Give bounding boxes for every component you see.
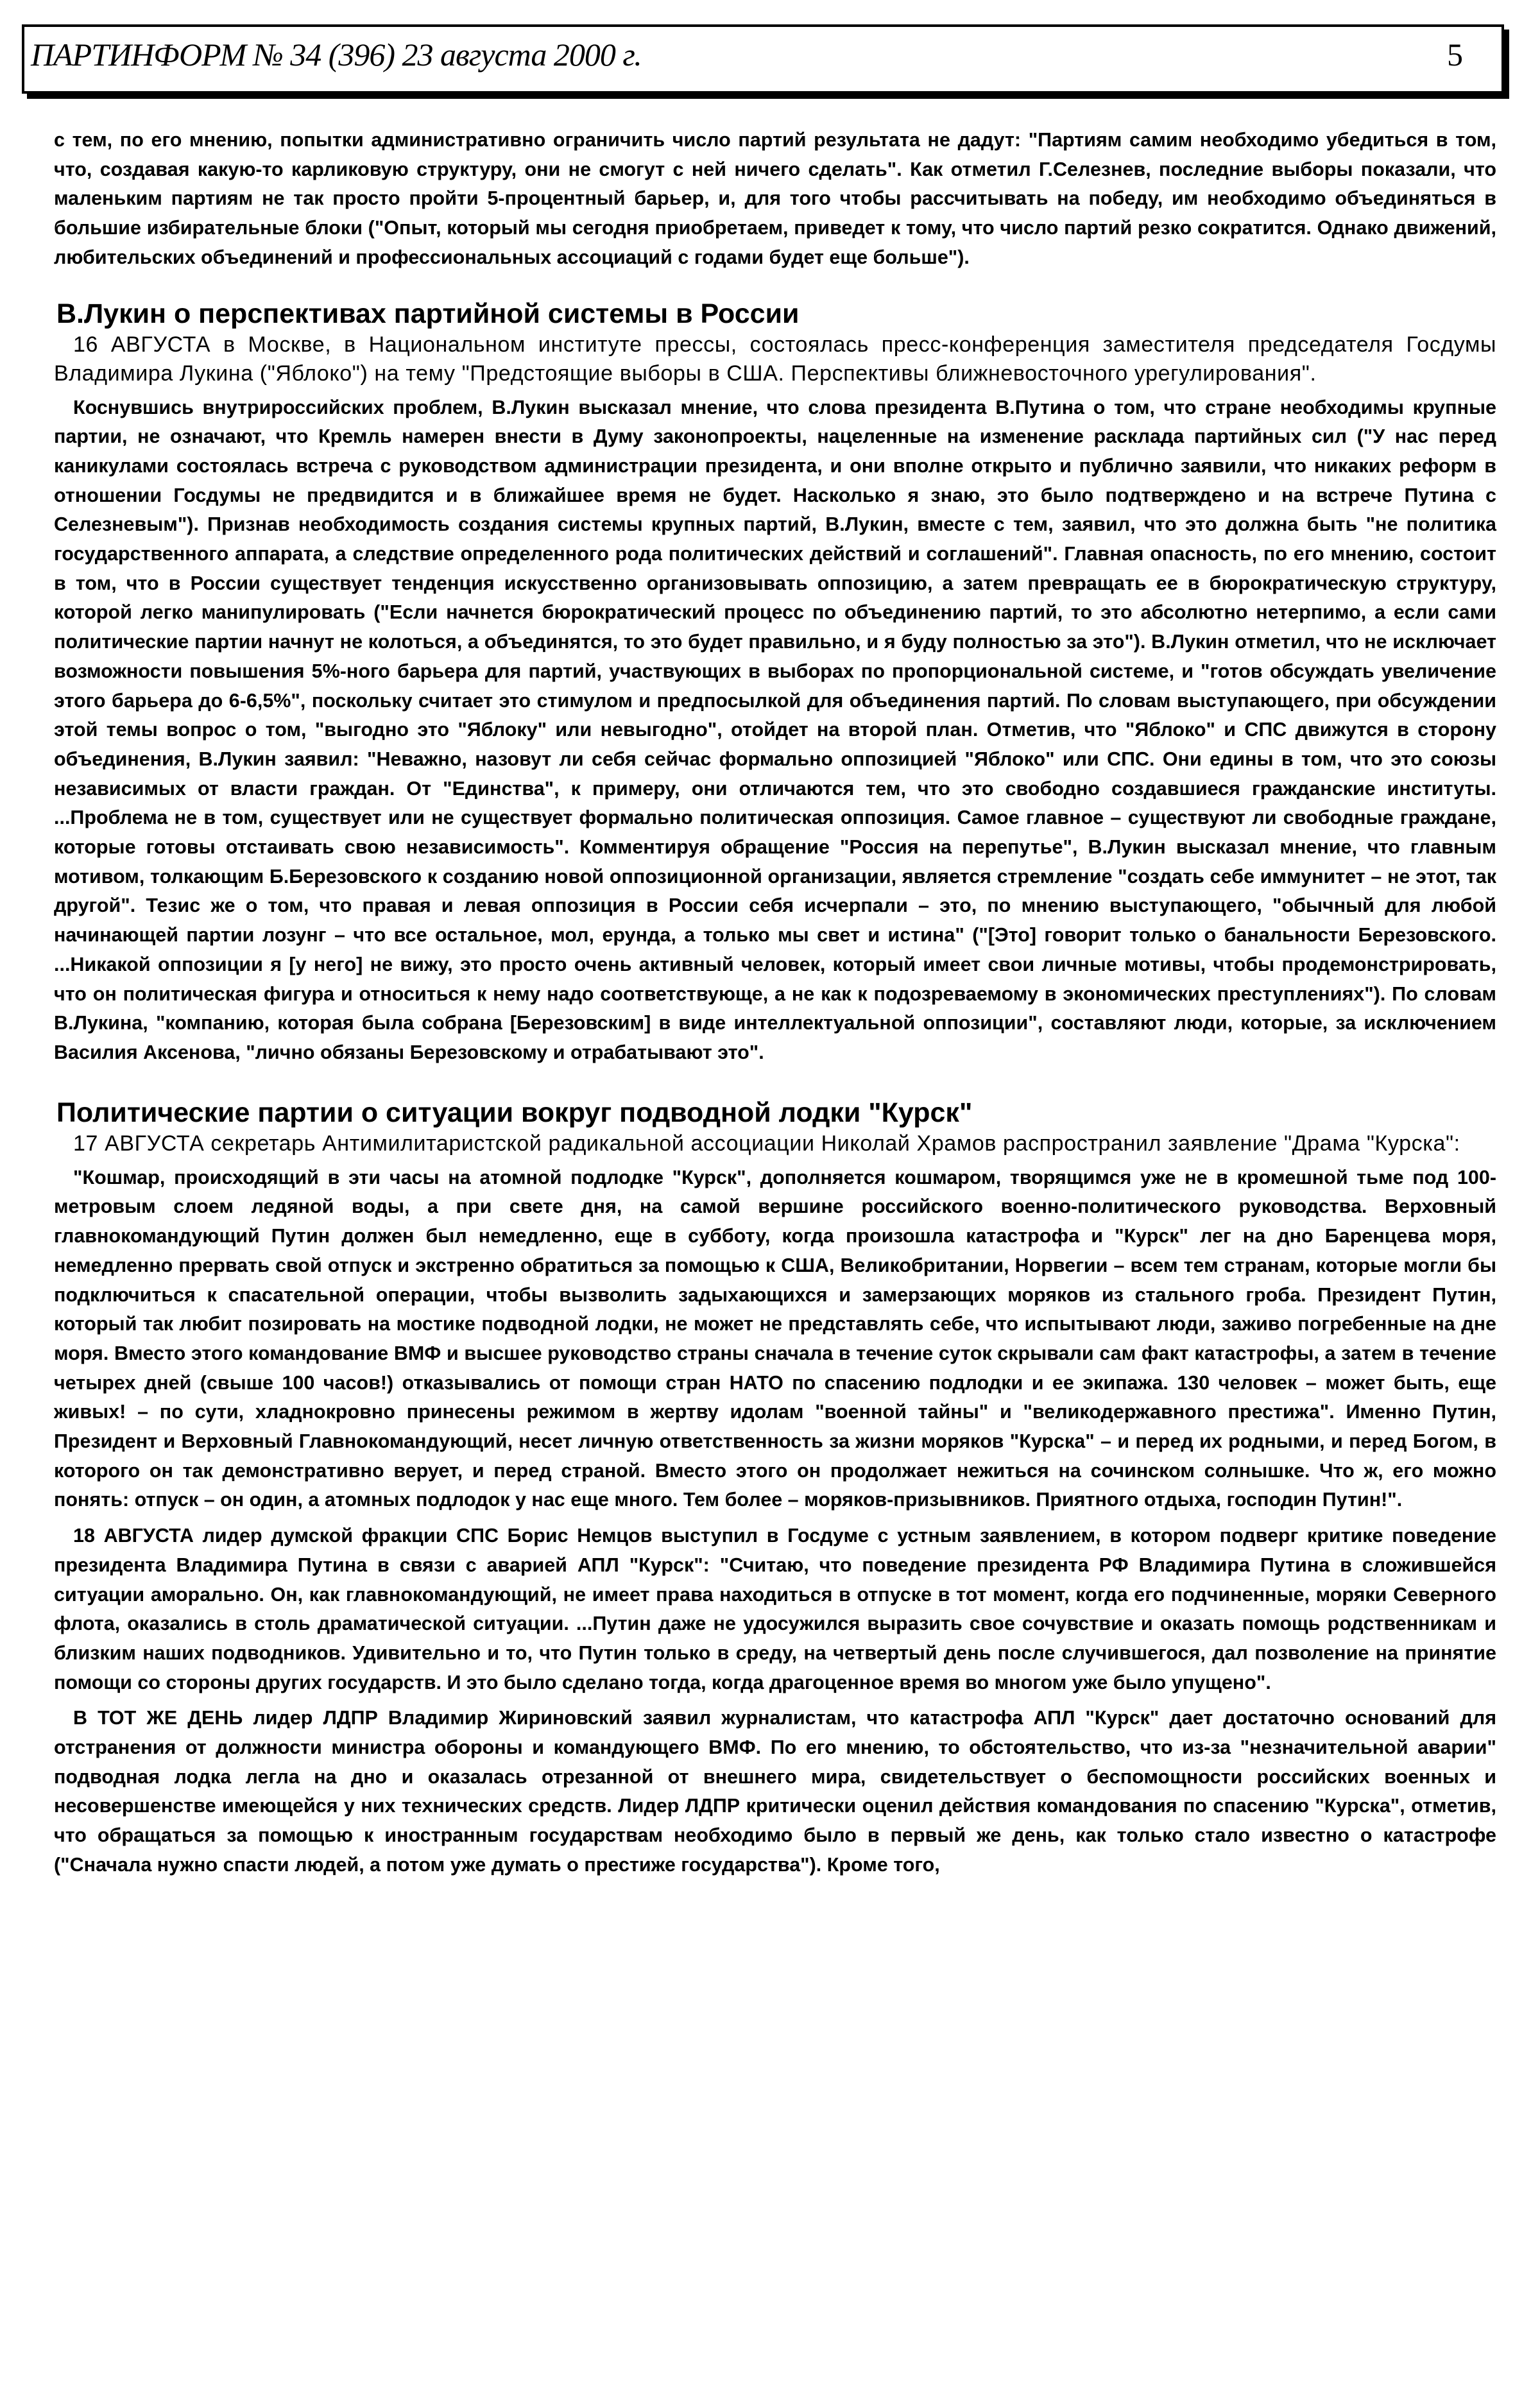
article-lead: 17 АВГУСТА секретарь Антимилитаристской радикальной ассоциации Николай Храмов распространил заявление "Драма "Курска": — [73, 1131, 1460, 1156]
page-header — [22, 24, 1504, 94]
article-headline: Политические партии о ситуации вокруг подводной лодки "Курск" — [56, 1097, 973, 1128]
statement-quote: "Кошмар, происходящий в эти часы на атомной подлодке "Курск", дополняется кошмаром, творящимся уже не в кромешной тьме под 100-метровым слоем ледяной воды, а при свете дня, на самой вершине российского военно-политического руководства. Верховный главнокомандующий Путин должен был немедленно, еще в субботу, когда произошла катастрофа и "Курск" лег на дно Баренцева моря, немедленно прервать свой отпуск и экстренно обратиться за помощью к США, Великобритании, Норвегии – всем тем странам, которые могли бы подключиться к спасательной операции, чтобы вызволить задыхающихся и замерзающих моряков из стального гроба. Президент Путин, который так любит позировать на мостике подводной лодки, не может не представлять себе, что испытывают люди, заживо погребенные на дне моря. Вместо этого командование ВМФ и высшее руководство страны сначала в течение суток скрывали сам факт катастрофы, а затем в течение четырех дней (свыше 100 часов!) отказывались от помощи стран НАТО по спасению подлодки и ее экипажа. 130 человек – может быть, еще живых! – по сути, хладнокровно принесены режимом в жертву идолам "военной тайны" и "великодержавного престижа". Именно Путин, Президент и Верховный Главнокомандующий, несет личную ответственность за жизни моряков "Курска" – и перед их родными, и перед Богом, в которого он так демонстративно верует, и перед страной. Вместо этого он продолжает нежиться на сочинском солнышке. Что ж, его можно понять: отпуск – он один, а атомных подлодок у нас еще много. Тем более – моряков-призывников. Приятного отдыха, господин Путин!". — [54, 1166, 1496, 1511]
article-lead: 16 АВГУСТА в Москве, в Национальном институте прессы, состоялась пресс-конференция заместителя председателя Госдумы Владимира Лукина ("Яблоко") на тему "Предстоящие выборы в США. Перспективы ближневосточного урегулирования". — [54, 332, 1496, 386]
page-content — [54, 126, 1496, 1880]
intro-paragraph: с тем, по его мнению, попытки административно ограничить число партий результата не дадут: "Партиям самим необходимо убедиться в том, что, создавая какую-то карликовую структуру, они не смогут с ней ничего сделать". Как отметил Г.Селезнев, последние выборы показали, что маленьким партиям не так просто пройти 5-процентный барьер, и, для того чтобы рассчитывать на победу, им необходимо объединяться в большие избирательные блоки ("Опыт, который мы сегодня приобретаем, приведет к тому, что число партий резко сократится. Однако движений, любительских объединений и профессиональных ассоциаций с годами будет еще больше"). — [54, 129, 1496, 268]
article-headline: В.Лукин о перспективах партийной системы в России — [56, 298, 800, 329]
page-number: 5 — [1447, 37, 1463, 73]
nemtsov-paragraph: 18 АВГУСТА лидер думской фракции СПС Борис Немцов выступил в Госдуме с устным заявлением, в котором подверг критике поведение президента Владимира Путина в связи с аварией АПЛ "Курск": "Считаю, что поведение президента РФ Владимира Путина в сложившейся ситуации аморально. Он, как главнокомандующий, не имеет права находиться в отпуске в тот момент, когда его подчиненные, моряки Северного флота, оказались в столь драматической ситуации. ...Путин даже не удосужился выразить свое сочувствие и оказать помощь родственникам и близким наших подводников. Удивительно и то, что Путин только в среду, на четвертый день после случившегося, дал позволение на принятие помощи со стороны других государств. И это было сделано тогда, когда драгоценное время во многом уже было упущено". — [54, 1525, 1496, 1693]
publication-title: ПАРТИНФОРМ № 34 (396) 23 августа 2000 г. — [31, 37, 642, 73]
zhirinovsky-paragraph: В ТОТ ЖЕ ДЕНЬ лидер ЛДПР Владимир Жириновский заявил журналистам, что катастрофа АПЛ "Курск" дает достаточно оснований для отстранения от должности министра обороны и командующего ВМФ. По его мнению, то обстоятельство, что из-за "незначительной аварии" подводная лодка легла на дно и оказалась отрезанной от внешнего мира, свидетельствует о беспомощности российских военных и несовершенстве имеющейся у них технических средств. Лидер ЛДПР критически оценил действия командования по спасению "Курска", отметив, что обращаться за помощью к иностранным государствам необходимо было в первый же день, как только стало известно о катастрофе ("Сначала нужно спасти людей, а потом уже думать о престиже государства"). Кроме того, — [54, 1707, 1496, 1876]
article-body: Коснувшись внутрироссийских проблем, В.Лукин высказал мнение, что слова президента В.Путина о том, что стране необходимы крупные партии, не означают, что Кремль намерен внести в Думу законопроекты, нацеленные на изменение расклада партийных сил ("У нас перед каникулами состоялась встреча с руководством администрации президента, и они вполне открыто и публично заявили, что никаких реформ в отношении Госдумы не предвидится и в ближайшее время не будет. Насколько я знаю, это было подтверждено и на встрече Путина с Селезневым"). Признав необходимость создания системы крупных партий, В.Лукин, вместе с тем, заявил, что это должна быть "не политика государственного аппарата, а следствие определенного рода политических действий и соглашений". Главная опасность, по его мнению, состоит в том, что в России существует тенденция искусственно организовывать оппозицию, а затем превращать ее в бюрократическую структуру, которой легко манипулировать ("Если начнется бюрократический процесс по объединению партий, то это абсолютно нетерпимо, а если сами политические партии начнут не колоться, а объединятся, то это будет правильно, и я буду полностью за это"). В.Лукин отметил, что не исключает возможности повышения 5%-ного барьера для партий, участвующих в выборах по пропорциональной системе, и "готов обсуждать увеличение этого барьера до 6-6,5%", поскольку считает это стимулом и предпосылкой для объединения партий. По словам выступающего, при обсуждении этой темы вопрос о том, "выгодно это "Яблоку" или невыгодно", отойдет на второй план. Отметив, что "Яблоко" и СПС движутся в сторону объединения, В.Лукин заявил: "Неважно, назовут ли себя сейчас формально оппозицией "Яблоко" или СПС. Они едины в том, что это союзы независимых от власти граждан. От "Единства", к примеру, они отличаются тем, что это свободно создавшиеся гражданские институты. ...Проблема не в том, существует или не существует формально политическая оппозиция. Самое главное – существуют ли свободные граждане, которые готовы отстаивать свою независимость". Комментируя обращение "Россия на перепутье", В.Лукин высказал мнение, что главным мотивом, толкающим Б.Березовского к созданию новой оппозиционной организации, является стремление "создать себе иммунитет – не этот, так другой". Тезис же о том, что правая и левая оппозиция в России себя исчерпали – это, по мнению выступающего, "обычный для любой начинающей партии лозунг – что все остальное, мол, ерунда, а только мы свет и истина" ("[Это] говорит только о банальности Березовского. ...Никакой оппозиции я [у него] не вижу, это просто очень активный человек, который имеет свои личные мотивы, чтобы продемонстрировать, что он политическая фигура и относиться к нему надо соответствующе, а не как к подозреваемому в экономических преступлениях"). По словам В.Лукина, "компанию, которая была собрана [Березовским] в виде интеллектуальной оппозиции", составляют люди, которые, за исключением Василия Аксенова, "лично обязаны Березовскому и отрабатывают это". — [54, 396, 1496, 1063]
